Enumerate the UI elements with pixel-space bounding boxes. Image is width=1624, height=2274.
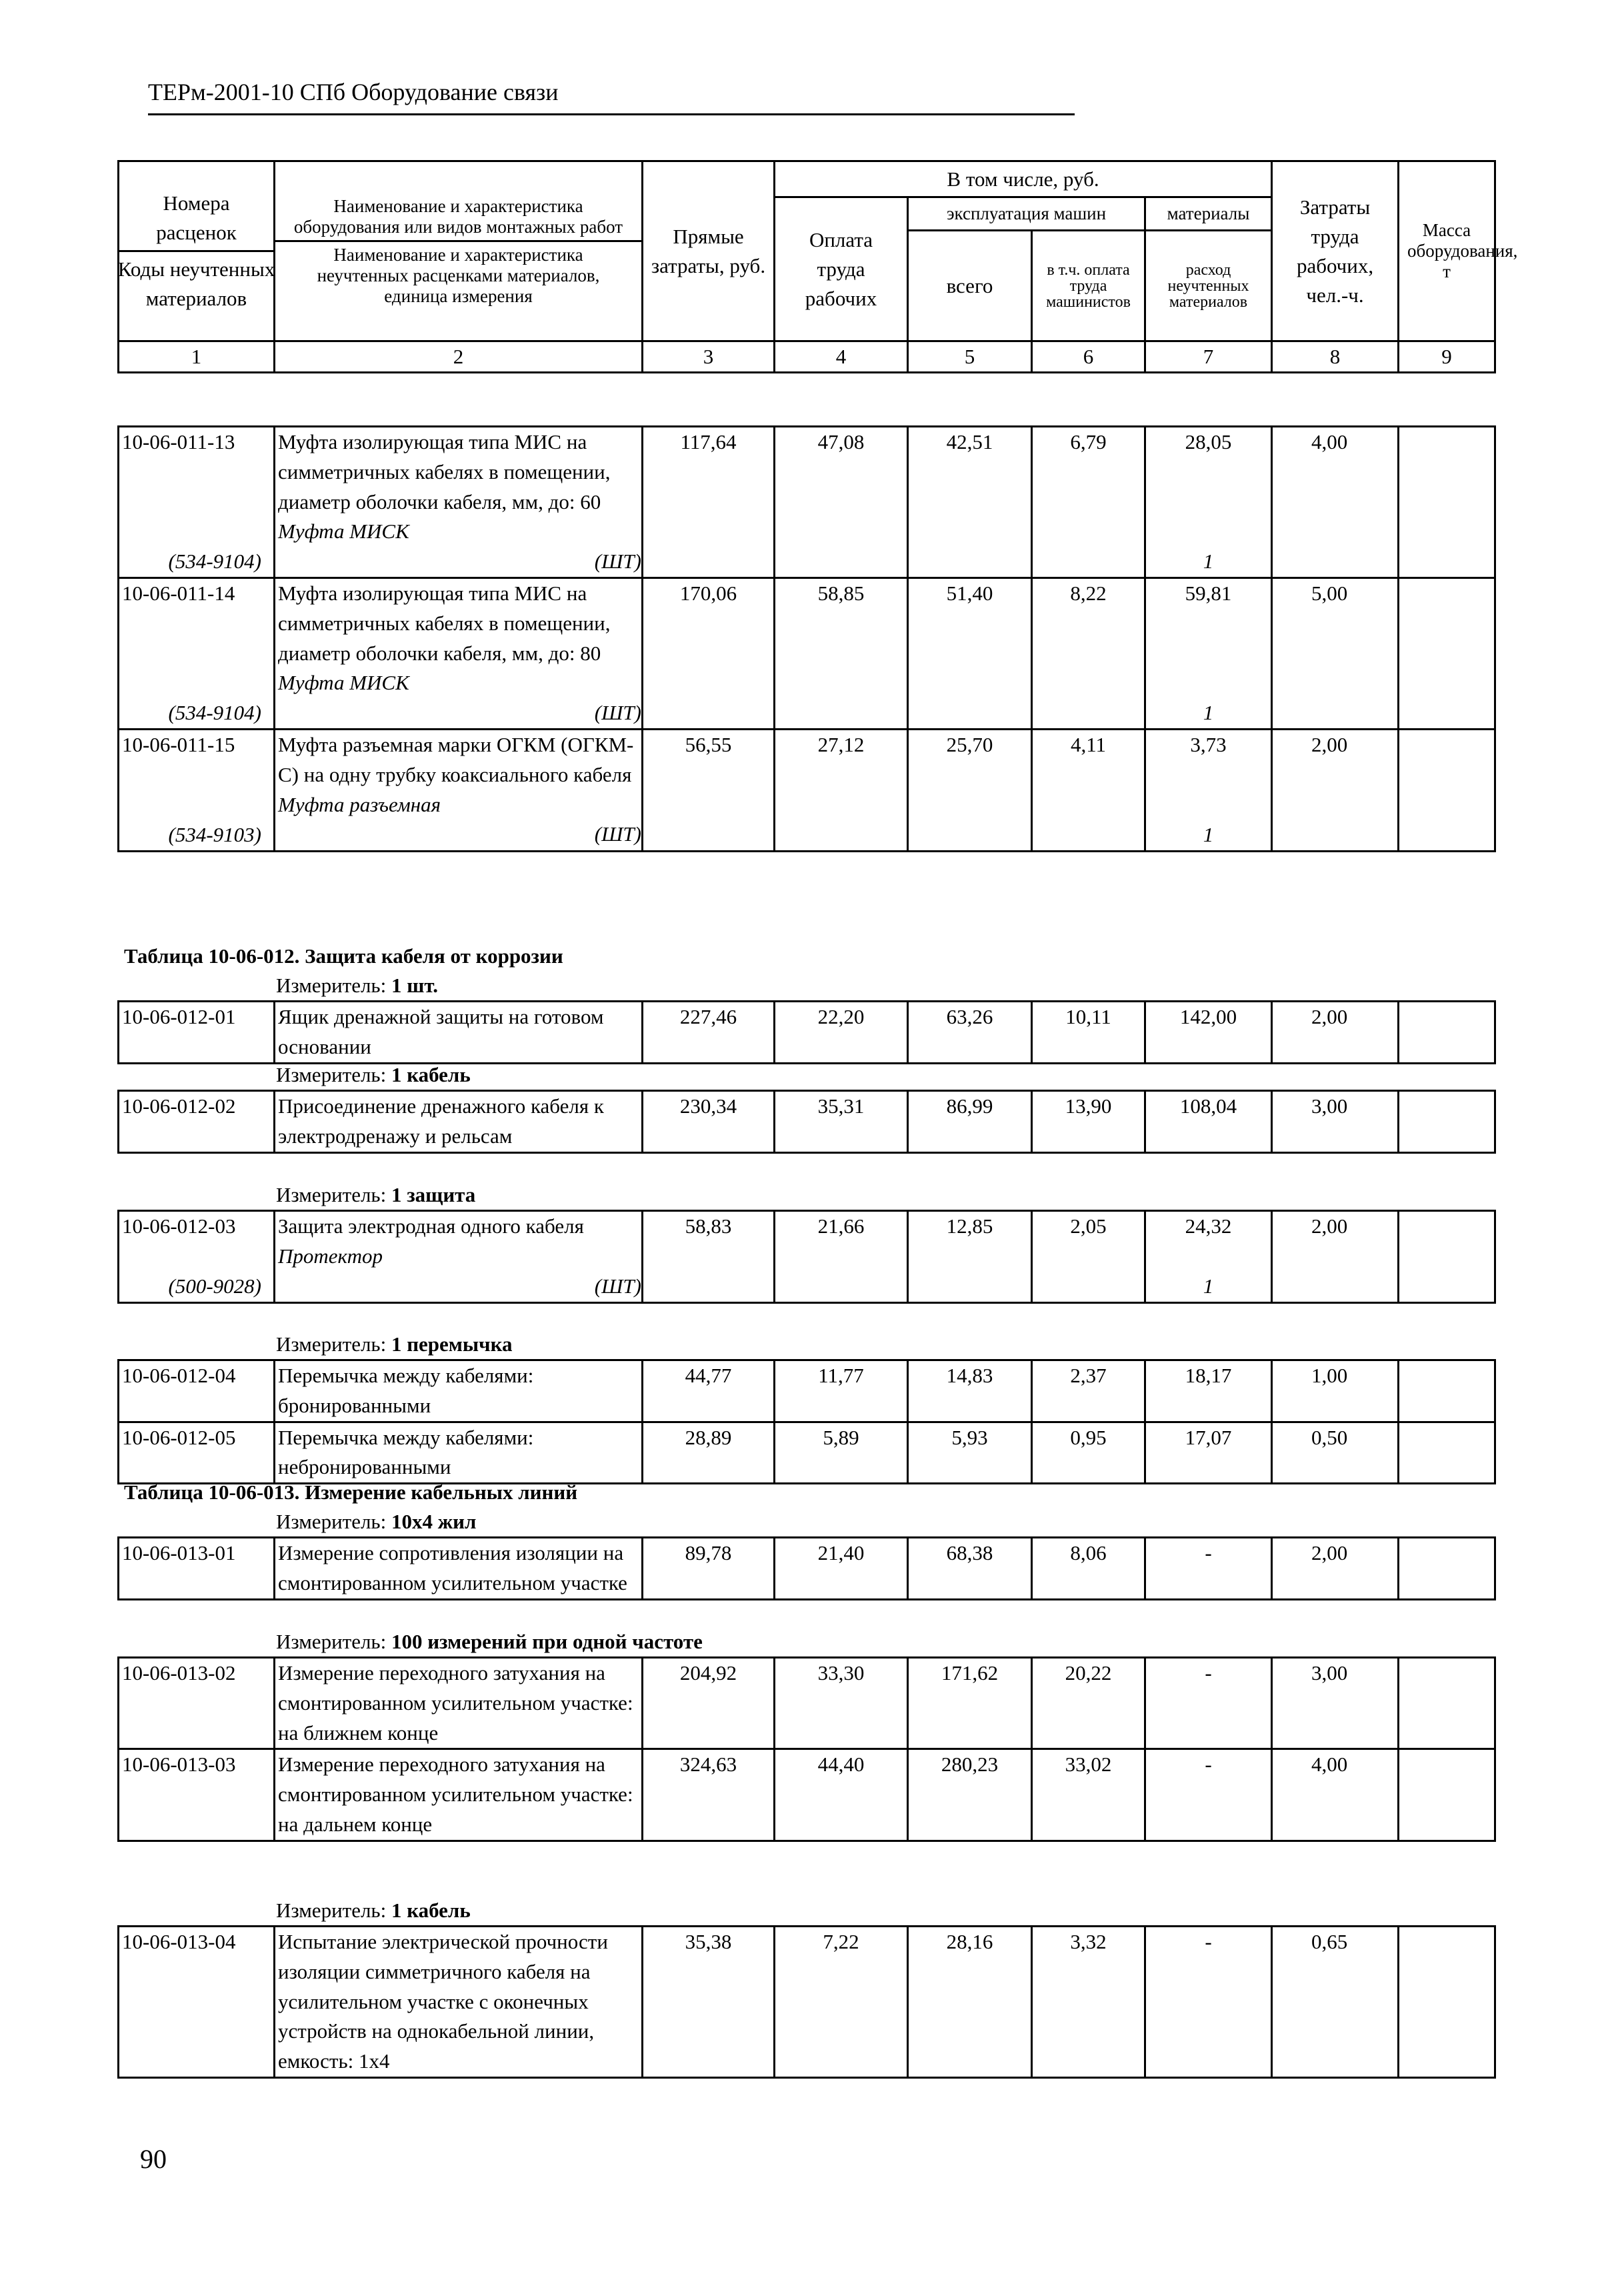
row-code: 10-06-013-02 (119, 1658, 275, 1749)
material-name: Муфта МИСК (278, 519, 409, 543)
labor-hours: 5,00 (1272, 578, 1399, 729)
rates-block-2 (117, 1000, 1496, 1064)
row-description: Измерение переходного затухания на смонтированном усилительном участке: на дальнем конце (275, 1749, 643, 1841)
header-col5: всего (908, 231, 1032, 341)
table-row (119, 1091, 1495, 1153)
machine-total: 63,26 (908, 1002, 1032, 1064)
labor-pay: 44,40 (775, 1749, 908, 1841)
header-col4: Оплата труда рабочих (775, 197, 908, 341)
material-unit: (ШТ) (594, 1274, 641, 1298)
machine-total: 42,51 (908, 427, 1032, 578)
row-description: Перемычка между кабелями: бронированными (275, 1360, 643, 1422)
machine-total: 68,38 (908, 1538, 1032, 1600)
equipment-mass (1399, 1422, 1495, 1484)
measure-label: Измеритель: 1 кабель (276, 1899, 471, 1922)
table-row (119, 1002, 1495, 1064)
material-qty: 1 (1203, 822, 1214, 846)
row-code: 10-06-012-04 (119, 1360, 275, 1422)
equipment-mass (1399, 1538, 1495, 1600)
row-description: Присоединение дренажного кабеля к электродренажу и рельсам (275, 1091, 643, 1153)
equipment-mass (1399, 1927, 1495, 2078)
labor-pay: 21,40 (775, 1538, 908, 1600)
labor-pay: 21,66 (775, 1211, 908, 1303)
measure-label: Измеритель: 1 перемычка (276, 1332, 513, 1356)
material-code: (500-9028) (168, 1274, 261, 1298)
labor-hours: 3,00 (1272, 1091, 1399, 1153)
materials: 59,81 1 (1145, 578, 1272, 729)
machinist-pay: 6,79 (1032, 427, 1145, 578)
header-col1-bottom: Коды неучтенных материалов (117, 250, 275, 313)
machinist-pay: 3,32 (1032, 1927, 1145, 2078)
header-col6: в т.ч. оплата труда машинистов (1032, 231, 1145, 341)
material-qty: 1 (1203, 1274, 1214, 1298)
row-description: Защита электродная одного кабеля Протектор (ШТ) (275, 1211, 643, 1303)
section-caption: Таблица 10-06-013. Измерение кабельных линий (124, 1480, 578, 1504)
header-col2-bottom: Наименование и характеристика неучтенных расценками материалов, единица измерения (273, 240, 643, 307)
materials: 24,32 1 (1145, 1211, 1272, 1303)
header-col1-top: Номера расценок (156, 191, 237, 244)
material-code: (534-9104) (168, 700, 261, 724)
labor-pay: 27,12 (775, 729, 908, 851)
row-description: Перемычка между кабелями: небронированными (275, 1422, 643, 1484)
direct-cost: 44,77 (643, 1360, 775, 1422)
machine-total: 14,83 (908, 1360, 1032, 1422)
measure-label: Измеритель: 100 измерений при одной частоте (276, 1630, 703, 1653)
labor-pay: 47,08 (775, 427, 908, 578)
machinist-pay: 2,37 (1032, 1360, 1145, 1422)
header-num-9: 9 (1399, 341, 1495, 373)
table-row (119, 1538, 1495, 1600)
header-col9: Масса оборудования, т (1399, 161, 1495, 341)
labor-pay: 35,31 (775, 1091, 908, 1153)
row-code: 10-06-013-03 (119, 1749, 275, 1841)
direct-cost: 89,78 (643, 1538, 775, 1600)
table-row (119, 1211, 1495, 1303)
table-row (119, 1360, 1495, 1422)
machine-total: 171,62 (908, 1658, 1032, 1749)
equipment-mass (1399, 578, 1495, 729)
labor-hours: 0,50 (1272, 1422, 1399, 1484)
machine-total: 12,85 (908, 1211, 1032, 1303)
machinist-pay: 2,05 (1032, 1211, 1145, 1303)
machinist-pay: 13,90 (1032, 1091, 1145, 1153)
header-col3: Прямые затраты, руб. (643, 161, 775, 341)
row-description: Муфта изолирующая типа МИС на симметричных кабелях в помещении, диаметр оболочки кабеля, мм, до: 60 Муфта МИСК (ШТ) (275, 427, 643, 578)
table-row (119, 1422, 1495, 1484)
machine-total: 5,93 (908, 1422, 1032, 1484)
header-num-2: 2 (275, 341, 643, 373)
direct-cost: 35,38 (643, 1927, 775, 2078)
header-col7: расход неучтенных материалов (1145, 231, 1272, 341)
header-num-7: 7 (1145, 341, 1272, 373)
labor-hours: 2,00 (1272, 1211, 1399, 1303)
equipment-mass (1399, 1002, 1495, 1064)
machinist-pay: 20,22 (1032, 1658, 1145, 1749)
row-code: 10-06-013-04 (119, 1927, 275, 2078)
section-caption: Таблица 10-06-012. Защита кабеля от коррозии (124, 944, 563, 968)
equipment-mass (1399, 729, 1495, 851)
materials: - (1145, 1538, 1272, 1600)
material-unit: (ШТ) (594, 701, 641, 725)
direct-cost: 117,64 (643, 427, 775, 578)
header-num-1: 1 (119, 341, 275, 373)
machinist-pay: 0,95 (1032, 1422, 1145, 1484)
row-code: 10-06-012-03 (500-9028) (119, 1211, 275, 1303)
machine-total: 86,99 (908, 1091, 1032, 1153)
header-exp: эксплуатация машин (908, 197, 1145, 231)
table-row (119, 427, 1495, 578)
labor-pay: 7,22 (775, 1927, 908, 2078)
materials: - (1145, 1927, 1272, 2078)
labor-hours: 2,00 (1272, 1538, 1399, 1600)
rates-block-6 (117, 1536, 1496, 1600)
row-description: Испытание электрической прочности изоляции симметричного кабеля на усилительном участке с оконечных устройств на однокабельной линии, емкость: 1х4 (275, 1927, 643, 2078)
direct-cost: 170,06 (643, 578, 775, 729)
material-qty: 1 (1203, 549, 1214, 573)
direct-cost: 230,34 (643, 1091, 775, 1153)
material-name: Муфта МИСК (278, 671, 409, 695)
rates-block-5 (117, 1359, 1496, 1484)
row-description: Ящик дренажной защиты на готовом основании (275, 1002, 643, 1064)
materials: 142,00 (1145, 1002, 1272, 1064)
row-code: 10-06-011-13 (534-9104) (119, 427, 275, 578)
direct-cost: 204,92 (643, 1658, 775, 1749)
row-code: 10-06-011-14 (534-9104) (119, 578, 275, 729)
table-row (119, 729, 1495, 851)
labor-hours: 3,00 (1272, 1658, 1399, 1749)
table-header (117, 160, 1518, 373)
header-num-4: 4 (775, 341, 908, 373)
material-code: (534-9104) (168, 549, 261, 573)
machine-total: 280,23 (908, 1749, 1032, 1841)
row-description: Муфта разъемная марки ОГКМ (ОГКМ-С) на одну трубку коаксиального кабеля Муфта разъемная (ШТ) (275, 729, 643, 851)
header-col2-top: Наименование и характеристика оборудования или видов монтажных работ (293, 195, 623, 237)
measure-label: Измеритель: 1 шт. (276, 974, 439, 997)
header-group: В том числе, руб. (775, 161, 1272, 197)
machinist-pay: 8,06 (1032, 1538, 1145, 1600)
materials: 28,05 1 (1145, 427, 1272, 578)
table-row (119, 1749, 1495, 1841)
machinist-pay: 8,22 (1032, 578, 1145, 729)
labor-pay: 33,30 (775, 1658, 908, 1749)
rates-block-1 (117, 425, 1496, 852)
header-num-8: 8 (1272, 341, 1399, 373)
material-unit: (ШТ) (594, 822, 641, 846)
page-number: 90 (140, 2144, 167, 2174)
header-col8: Затраты труда рабочих, чел.-ч. (1272, 161, 1399, 341)
machinist-pay: 33,02 (1032, 1749, 1145, 1841)
machinist-pay: 4,11 (1032, 729, 1145, 851)
rates-block-3 (117, 1090, 1496, 1154)
material-code: (534-9103) (168, 822, 261, 846)
labor-hours: 4,00 (1272, 1749, 1399, 1841)
row-code: 10-06-011-15 (534-9103) (119, 729, 275, 851)
header-col2 (275, 161, 643, 341)
material-unit: (ШТ) (594, 549, 641, 574)
material-qty: 1 (1203, 700, 1214, 724)
header-mat: материалы (1145, 197, 1272, 231)
materials: - (1145, 1749, 1272, 1841)
row-description: Измерение переходного затухания на смонтированном усилительном участке: на ближнем конце (275, 1658, 643, 1749)
table-row (119, 1658, 1495, 1749)
equipment-mass (1399, 1658, 1495, 1749)
direct-cost: 324,63 (643, 1749, 775, 1841)
material-name: Муфта разъемная (278, 792, 441, 816)
materials: 17,07 (1145, 1422, 1272, 1484)
header-num-3: 3 (643, 341, 775, 373)
document-header: ТЕРм-2001-10 СПб Оборудование связи (148, 77, 1075, 115)
table-row (119, 1927, 1495, 2078)
rates-block-4 (117, 1210, 1496, 1304)
labor-hours: 0,65 (1272, 1927, 1399, 2078)
materials: - (1145, 1658, 1272, 1749)
machine-total: 51,40 (908, 578, 1032, 729)
materials: 18,17 (1145, 1360, 1272, 1422)
equipment-mass (1399, 1091, 1495, 1153)
row-code: 10-06-012-01 (119, 1002, 275, 1064)
labor-pay: 22,20 (775, 1002, 908, 1064)
header-col1 (119, 161, 275, 341)
materials: 108,04 (1145, 1091, 1272, 1153)
material-name: Протектор (278, 1244, 383, 1268)
direct-cost: 56,55 (643, 729, 775, 851)
row-description: Муфта изолирующая типа МИС на симметричных кабелях в помещении, диаметр оболочки кабеля, мм, до: 80 Муфта МИСК (ШТ) (275, 578, 643, 729)
direct-cost: 28,89 (643, 1422, 775, 1484)
machinist-pay: 10,11 (1032, 1002, 1145, 1064)
equipment-mass (1399, 1749, 1495, 1841)
direct-cost: 58,83 (643, 1211, 775, 1303)
rates-block-8 (117, 1925, 1496, 2079)
row-description: Измерение сопротивления изоляции на смонтированном усилительном участке (275, 1538, 643, 1600)
row-code: 10-06-012-05 (119, 1422, 275, 1484)
rates-block-7 (117, 1656, 1496, 1842)
row-code: 10-06-012-02 (119, 1091, 275, 1153)
labor-hours: 4,00 (1272, 427, 1399, 578)
direct-cost: 227,46 (643, 1002, 775, 1064)
labor-pay: 11,77 (775, 1360, 908, 1422)
materials: 3,73 1 (1145, 729, 1272, 851)
header-num-6: 6 (1032, 341, 1145, 373)
equipment-mass (1399, 1360, 1495, 1422)
labor-hours: 1,00 (1272, 1360, 1399, 1422)
labor-pay: 5,89 (775, 1422, 908, 1484)
equipment-mass (1399, 1211, 1495, 1303)
table-row (119, 578, 1495, 729)
machine-total: 25,70 (908, 729, 1032, 851)
labor-hours: 2,00 (1272, 729, 1399, 851)
measure-label: Измеритель: 1 защита (276, 1183, 476, 1206)
measure-label: Измеритель: 1 кабель (276, 1063, 471, 1086)
labor-pay: 58,85 (775, 578, 908, 729)
labor-hours: 2,00 (1272, 1002, 1399, 1064)
header-num-5: 5 (908, 341, 1032, 373)
row-code: 10-06-013-01 (119, 1538, 275, 1600)
machine-total: 28,16 (908, 1927, 1032, 2078)
measure-label: Измеритель: 10х4 жил (276, 1510, 477, 1533)
equipment-mass (1399, 427, 1495, 578)
